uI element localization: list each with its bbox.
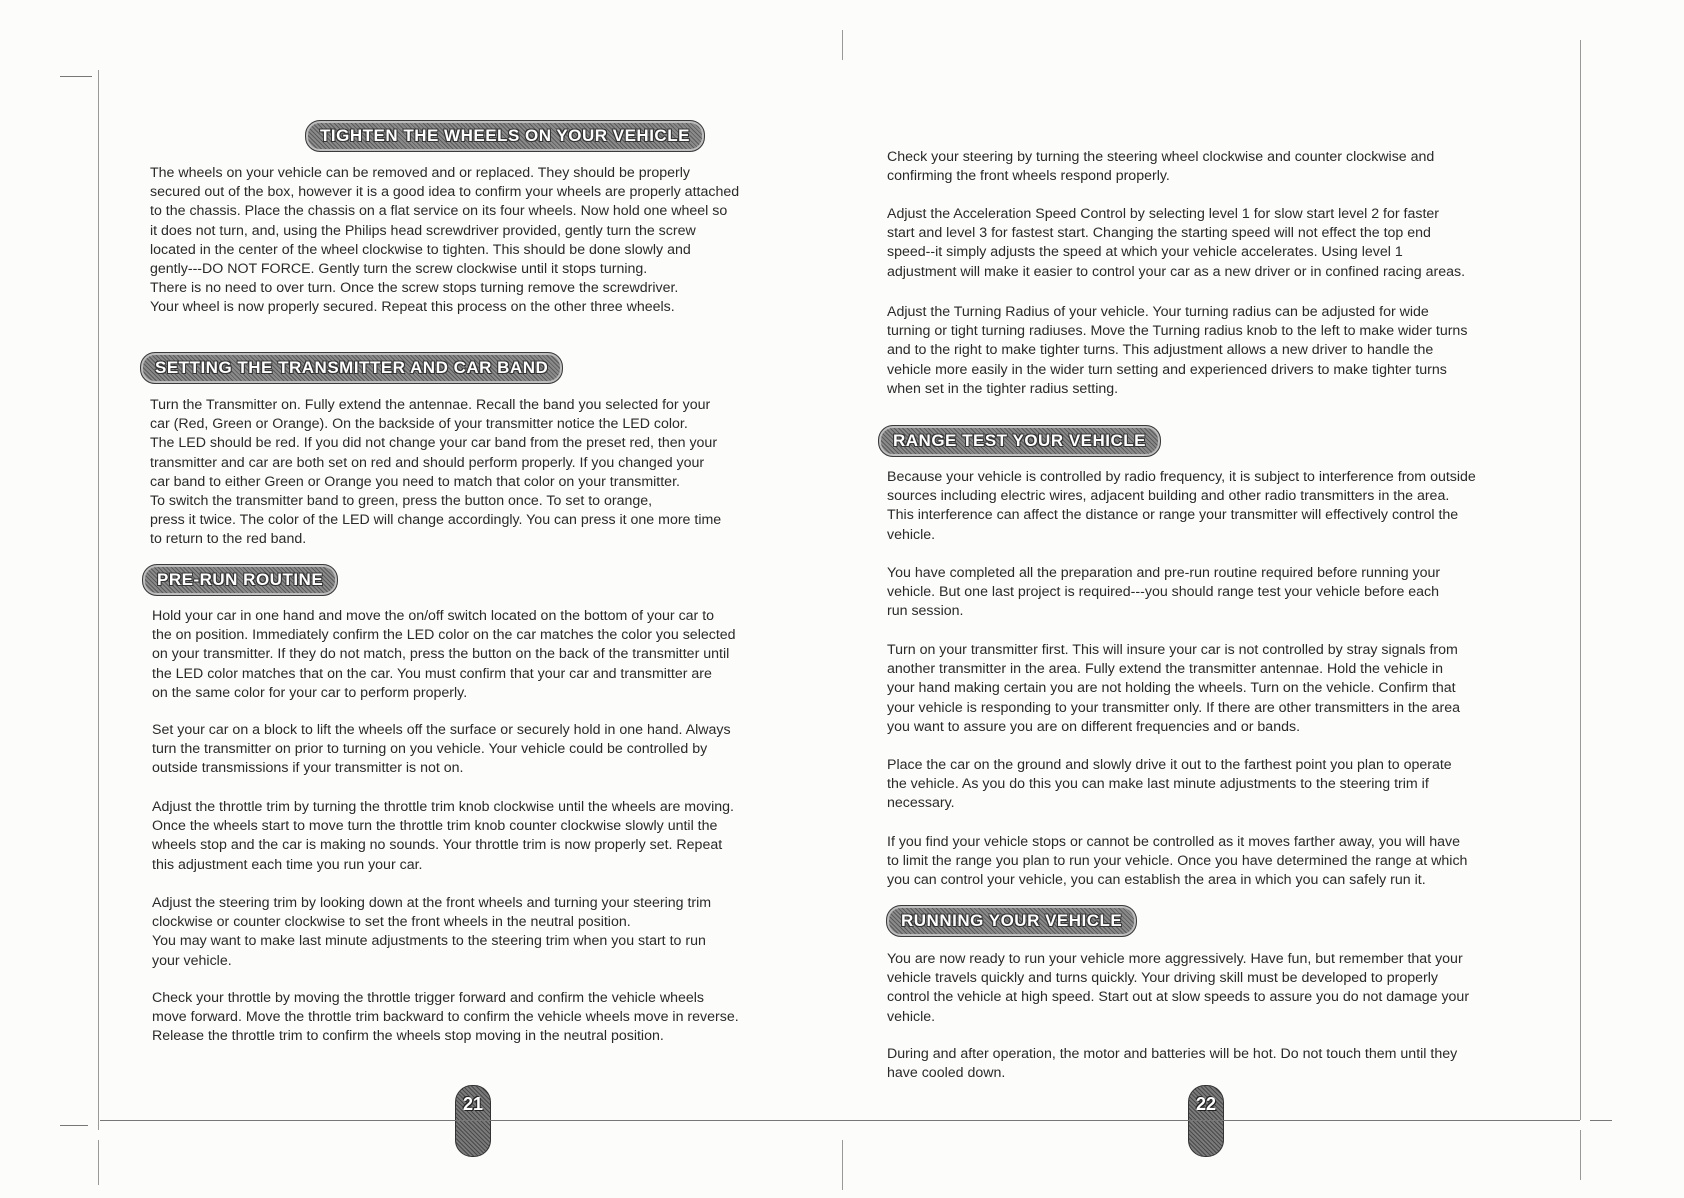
crop-mark: [60, 1125, 88, 1126]
paragraph-pre-run-5: Check your throttle by moving the throttle trigger forward and confirm the vehicle wheels move forward. Move the throttle trim backward to confirm the vehicle wheels move in reverse. Release the throttle trim to confirm the wheels stop moving in the neutral position.: [152, 990, 739, 1045]
paragraph-range-test-3: Turn on your transmitter first. This will insure your car is not controlled by stray signals from another transmitter in the area. Fully extend the transmitter antennae. Hold the vehicle in your hand making certain you are not holding the wheels. Turn on the vehicle. Confirm that your vehicle is responding to your transmitter only. If there are other transmitters in the area you want to assure you are on different frequencies and or bands.: [887, 642, 1461, 735]
crop-mark: [1590, 1120, 1612, 1121]
paragraph-pre-run-4: Adjust the steering trim by looking down at the front wheels and turning your steering trim clockwise or counter clockwise to set the front wheels in the neutral position. You may want to make last minute adjustments to the steering trim when you start to run your vehicle.: [152, 895, 712, 969]
paragraph-running-1: You are now ready to run your vehicle more aggressively. Have fun, but remember that your vehicle travels quickly and turns quickly. Your driving skill must be developed to properly control the vehicle at high speed. Start out at slow speeds to assure you do not damage your vehicle.: [887, 951, 1470, 1025]
page-left-edge: [98, 70, 99, 1130]
page-number-badge: 21: [455, 1085, 491, 1157]
section-heading-tighten-wheels: TIGHTEN THE WHEELS ON YOUR VEHICLE: [305, 120, 705, 152]
paragraph-transmitter-band: Turn the Transmitter on. Fully extend the antennae. Recall the band you selected for your car (Red, Green or Orange). On the backside of your transmitter notice the LED color. The LED should be red. If you did not change your car band from the preset red, then your transmitter and car are both set on red and should perform properly. If you changed your car band to either Green or Orange you need to match that color on your transmitter. To switch the transmitter band to green, press the button once. To set to orange, press it twice. The color of the LED will change accordingly. You can press it one more time to return to the red band.: [150, 397, 722, 548]
crop-mark: [98, 1140, 99, 1185]
paragraph-acceleration-speed: Adjust the Acceleration Speed Control by selecting level 1 for slow start level 2 for faster start and level 3 for fastest start. Changing the starting speed will not effect the top end speed--it simply adjusts the speed at which your vehicle accelerates. Using level 1 adjustment will make it easier to control your car as a new driver or in confined racing areas.: [887, 206, 1466, 280]
page-number-badge: 22: [1188, 1085, 1224, 1157]
paragraph-pre-run-2: Set your car on a block to lift the wheels off the surface or securely hold in one hand. Always turn the transmitter on prior to turning on you vehicle. Your vehicle could be controlled by outside transmissions if your transmitter is not on.: [152, 722, 731, 777]
section-heading-running-vehicle: RUNNING YOUR VEHICLE: [886, 905, 1137, 937]
paragraph-running-2: During and after operation, the motor and batteries will be hot. Do not touch them until they have cooled down.: [887, 1046, 1458, 1082]
paragraph-pre-run-3: Adjust the throttle trim by turning the throttle trim knob clockwise until the wheels are moving. Once the wheels start to move turn the throttle trim knob counter clockwise slowly until the wheels stop and the car is making no sounds. Your throttle trim is now properly set. Repeat this adjustment each time you run your car.: [152, 799, 734, 873]
center-fold-mark: [842, 30, 843, 60]
paragraph-pre-run-1: Hold your car in one hand and move the on/off switch located on the bottom of your car to the on position. Immediately confirm the LED color on the car matches the color you selected on your transmitter. If they do not match, press the button on the back of the transmitter until the LED color matches that on the car. You must confirm that your car and transmitter are on the same color for your car to perform properly.: [152, 608, 736, 701]
section-heading-transmitter-band: SETTING THE TRANSMITTER AND CAR BAND: [140, 352, 563, 384]
section-heading-range-test: RANGE TEST YOUR VEHICLE: [878, 425, 1161, 457]
crop-mark: [60, 76, 92, 77]
center-fold-mark: [842, 1140, 843, 1190]
page-bottom-rule: [100, 1120, 1580, 1121]
paragraph-range-test-2: You have completed all the preparation and pre-run routine required before running your vehicle. But one last project is required---you should range test your vehicle before each run session.: [887, 565, 1441, 620]
paragraph-range-test-5: If you find your vehicle stops or cannot be controlled as it moves farther away, you will have to limit the range you plan to run your vehicle. Once you have determined the range at which you can control your vehicle, you can establish the area in which you can safely run it.: [887, 834, 1468, 889]
page-right-edge: [1580, 40, 1581, 1120]
section-heading-pre-run-routine: PRE-RUN ROUTINE: [142, 564, 338, 596]
paragraph-turning-radius: Adjust the Turning Radius of your vehicle. Your turning radius can be adjusted for wide turning or tight turning radiuses. Move the Turning radius knob to the left to make wider turns and to the right to make tighter turns. This adjustment allows a new driver to handle the vehicle more easily in the wider turn setting and experienced drivers to make tighter turns when set in the tighter radius setting.: [887, 304, 1468, 397]
paragraph-range-test-1: Because your vehicle is controlled by radio frequency, it is subject to interference from outside sources including electric wires, adjacent building and other radio transmitters in the area. This interference can affect the distance or range your transmitter will effectively control the vehicle.: [887, 469, 1476, 543]
crop-mark: [1580, 1130, 1581, 1180]
paragraph-tighten-wheels: The wheels on your vehicle can be removed and or replaced. They should be properly secured out of the box, however it is a good idea to confirm your wheels are properly attached to the chassis. Place the chassis on a flat service on its four wheels. Now hold one wheel so it does not turn, and, using the Philips head screwdriver provided, gently turn the screw located in the center of the wheel clockwise to tighten. This should be done slowly and gently---DO NOT FORCE. Gently turn the screw clockwise until it stops turning. There is no need to over turn. Once the screw stops turning remove the screwdriver. Your wheel is now properly secured. Repeat this process on the other three wheels.: [150, 165, 740, 316]
paragraph-range-test-4: Place the car on the ground and slowly drive it out to the farthest point you plan to operate the vehicle. As you do this you can make last minute adjustments to the steering trim if necessary.: [887, 757, 1452, 812]
paragraph-check-steering: Check your steering by turning the steering wheel clockwise and counter clockwise and confirming the front wheels respond properly.: [887, 149, 1435, 185]
